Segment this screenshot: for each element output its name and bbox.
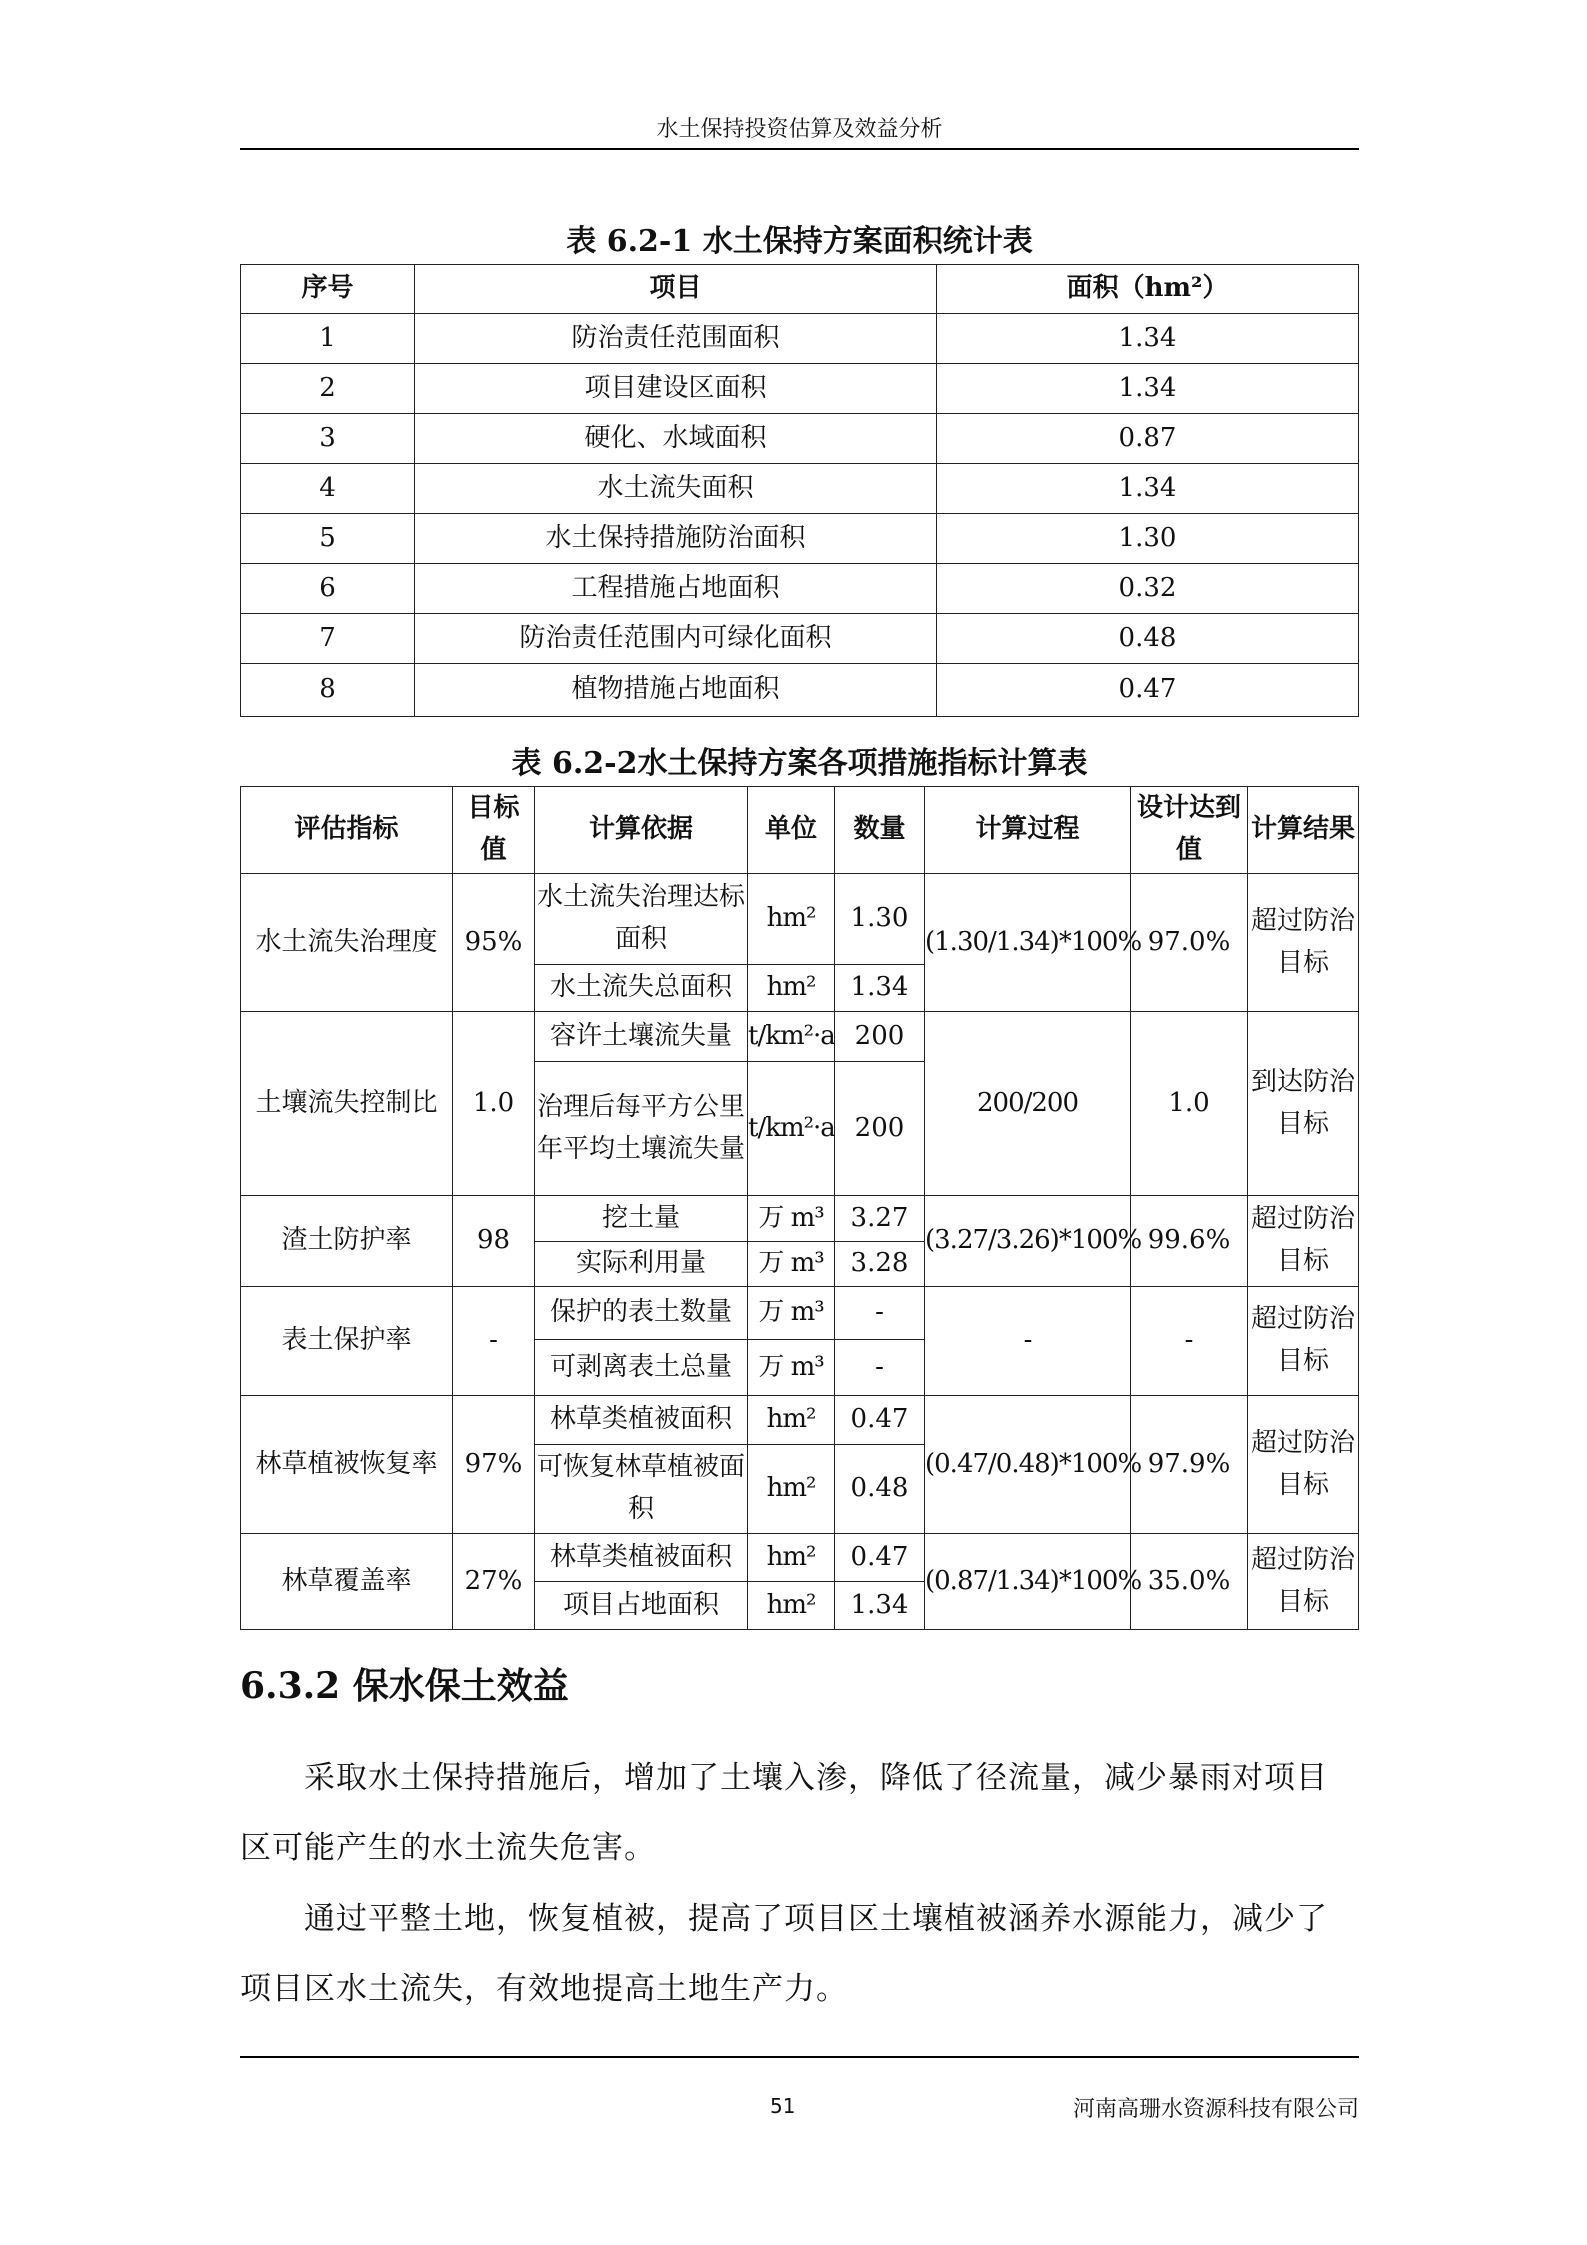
unit-cell: 万 m³ [748, 1196, 835, 1242]
unit-cell: 万 m³ [748, 1242, 835, 1287]
indicator-cell: 土壤流失控制比 [241, 1012, 453, 1196]
table-cell: 1.34 [937, 364, 1359, 414]
table-cell: 0.48 [937, 614, 1359, 664]
indicator-cell: 水土流失治理度 [241, 874, 453, 1012]
table-row [241, 614, 1359, 664]
table2-title: 表 6.2-2水土保持方案各项措施指标计算表 [511, 746, 1088, 781]
table-cell: 防治责任范围内可绿化面积 [415, 614, 937, 664]
table1-title: 表 6.2-1 水土保持方案面积统计表 [566, 224, 1033, 259]
table-cell: 8 [241, 664, 415, 717]
quantity-cell: 3.28 [835, 1242, 925, 1287]
process-cell: (0.87/1.34)*100% [925, 1534, 1131, 1630]
area-statistics-table [240, 264, 1359, 717]
table-cell: 3 [241, 414, 415, 464]
achieved-cell: 97.0% [1131, 874, 1248, 1012]
table-cell: 1.34 [937, 464, 1359, 514]
achieved-cell: 1.0 [1131, 1012, 1248, 1196]
process-cell: - [925, 1287, 1131, 1396]
basis-cell: 治理后每平方公里年平均土壤流失量 [535, 1062, 748, 1196]
table-cell: 防治责任范围面积 [415, 314, 937, 364]
table-cell: 0.87 [937, 414, 1359, 464]
result-cell: 超过防治目标 [1248, 1287, 1359, 1396]
quantity-cell: 200 [835, 1062, 925, 1196]
achieved-cell: 99.6% [1131, 1196, 1248, 1287]
column-header: 序号 [241, 265, 415, 314]
column-header: 面积（hm²） [937, 265, 1359, 314]
column-header: 目标值 [453, 787, 535, 874]
unit-cell: t/km²·a [748, 1012, 835, 1062]
table-row [241, 1287, 1359, 1340]
basis-cell: 挖土量 [535, 1196, 748, 1242]
quantity-cell: 3.27 [835, 1196, 925, 1242]
table-cell: 硬化、水域面积 [415, 414, 937, 464]
basis-cell: 实际利用量 [535, 1242, 748, 1287]
quantity-cell: - [835, 1340, 925, 1396]
table-row [241, 1396, 1359, 1445]
table-cell: 项目建设区面积 [415, 364, 937, 414]
running-header: 水土保持投资估算及效益分析 [656, 117, 943, 142]
target-cell: 98 [453, 1196, 535, 1287]
table-row [241, 874, 1359, 965]
column-header: 计算依据 [535, 787, 748, 874]
achieved-cell: 97.9% [1131, 1396, 1248, 1534]
quantity-cell: 0.48 [835, 1445, 925, 1534]
table-row [241, 664, 1359, 717]
column-header: 计算过程 [925, 787, 1131, 874]
table-row [241, 414, 1359, 464]
process-cell: 200/200 [925, 1012, 1131, 1196]
quantity-cell: 1.30 [835, 874, 925, 965]
table-cell: 1.30 [937, 514, 1359, 564]
target-cell: - [453, 1287, 535, 1396]
result-cell: 超过防治目标 [1248, 874, 1359, 1012]
page-number: 51 [770, 2094, 796, 2118]
target-cell: 1.0 [453, 1012, 535, 1196]
basis-cell: 可恢复林草植被面积 [535, 1445, 748, 1534]
table-row [241, 314, 1359, 364]
header-row [241, 787, 1359, 874]
quantity-cell: 0.47 [835, 1534, 925, 1582]
unit-cell: 万 m³ [748, 1340, 835, 1396]
achieved-cell: - [1131, 1287, 1248, 1396]
table-row [241, 514, 1359, 564]
indicator-cell: 表土保护率 [241, 1287, 453, 1396]
column-header: 单位 [748, 787, 835, 874]
quantity-cell: 0.47 [835, 1396, 925, 1445]
basis-cell: 保护的表土数量 [535, 1287, 748, 1340]
table-row [241, 1196, 1359, 1242]
unit-cell: hm² [748, 874, 835, 965]
result-cell: 超过防治目标 [1248, 1534, 1359, 1630]
table-row [241, 364, 1359, 414]
quantity-cell: 1.34 [835, 965, 925, 1012]
table-cell: 水土保持措施防治面积 [415, 514, 937, 564]
column-header: 项目 [415, 265, 937, 314]
target-cell: 95% [453, 874, 535, 1012]
header-divider [240, 148, 1359, 150]
table-cell: 6 [241, 564, 415, 614]
table-cell: 0.32 [937, 564, 1359, 614]
table-cell: 1 [241, 314, 415, 364]
process-cell: (0.47/0.48)*100% [925, 1396, 1131, 1534]
indicator-cell: 林草植被恢复率 [241, 1396, 453, 1534]
quantity-cell: 200 [835, 1012, 925, 1062]
unit-cell: hm² [748, 1534, 835, 1582]
section-heading: 6.3.2 保水保土效益 [240, 1665, 569, 1707]
table-cell: 水土流失面积 [415, 464, 937, 514]
column-header: 计算结果 [1248, 787, 1359, 874]
table-cell: 5 [241, 514, 415, 564]
indicator-calculation-table [240, 786, 1359, 1630]
basis-cell: 林草类植被面积 [535, 1396, 748, 1445]
table-row [241, 564, 1359, 614]
table-cell: 1.34 [937, 314, 1359, 364]
basis-cell: 水土流失治理达标面积 [535, 874, 748, 965]
result-cell: 超过防治目标 [1248, 1396, 1359, 1534]
table-cell: 2 [241, 364, 415, 414]
target-cell: 97% [453, 1396, 535, 1534]
table-cell: 植物措施占地面积 [415, 664, 937, 717]
quantity-cell: - [835, 1287, 925, 1340]
basis-cell: 可剥离表土总量 [535, 1340, 748, 1396]
basis-cell: 容许土壤流失量 [535, 1012, 748, 1062]
unit-cell: hm² [748, 1445, 835, 1534]
unit-cell: hm² [748, 1582, 835, 1630]
process-cell: (1.30/1.34)*100% [925, 874, 1131, 1012]
indicator-cell: 林草覆盖率 [241, 1534, 453, 1630]
unit-cell: t/km²·a [748, 1062, 835, 1196]
unit-cell: hm² [748, 965, 835, 1012]
achieved-cell: 35.0% [1131, 1534, 1248, 1630]
column-header: 评估指标 [241, 787, 453, 874]
indicator-cell: 渣土防护率 [241, 1196, 453, 1287]
quantity-cell: 1.34 [835, 1582, 925, 1630]
basis-cell: 林草类植被面积 [535, 1534, 748, 1582]
result-cell: 到达防治目标 [1248, 1012, 1359, 1196]
result-cell: 超过防治目标 [1248, 1196, 1359, 1287]
basis-cell: 水土流失总面积 [535, 965, 748, 1012]
table-cell: 7 [241, 614, 415, 664]
unit-cell: hm² [748, 1396, 835, 1445]
table-cell: 工程措施占地面积 [415, 564, 937, 614]
column-header: 设计达到值 [1131, 787, 1248, 874]
table-cell: 0.47 [937, 664, 1359, 717]
paragraph: 采取水土保持措施后，增加了土壤入渗，降低了径流量，减少暴雨对项目区可能产生的水土流失危害。 [240, 1760, 1328, 1866]
header-row [241, 265, 1359, 314]
table-row [241, 1012, 1359, 1062]
process-cell: (3.27/3.26)*100% [925, 1196, 1131, 1287]
paragraph: 通过平整土地，恢复植被，提高了项目区土壤植被涵养水源能力，减少了项目区水土流失，有效地提高土地生产力。 [240, 1901, 1328, 2007]
basis-cell: 项目占地面积 [535, 1582, 748, 1630]
company-name: 河南高珊水资源科技有限公司 [1072, 2097, 1359, 2122]
footer-divider [240, 2056, 1359, 2058]
unit-cell: 万 m³ [748, 1287, 835, 1340]
table-row [241, 1534, 1359, 1582]
table-cell: 4 [241, 464, 415, 514]
column-header: 数量 [835, 787, 925, 874]
table-row [241, 464, 1359, 514]
target-cell: 27% [453, 1534, 535, 1630]
